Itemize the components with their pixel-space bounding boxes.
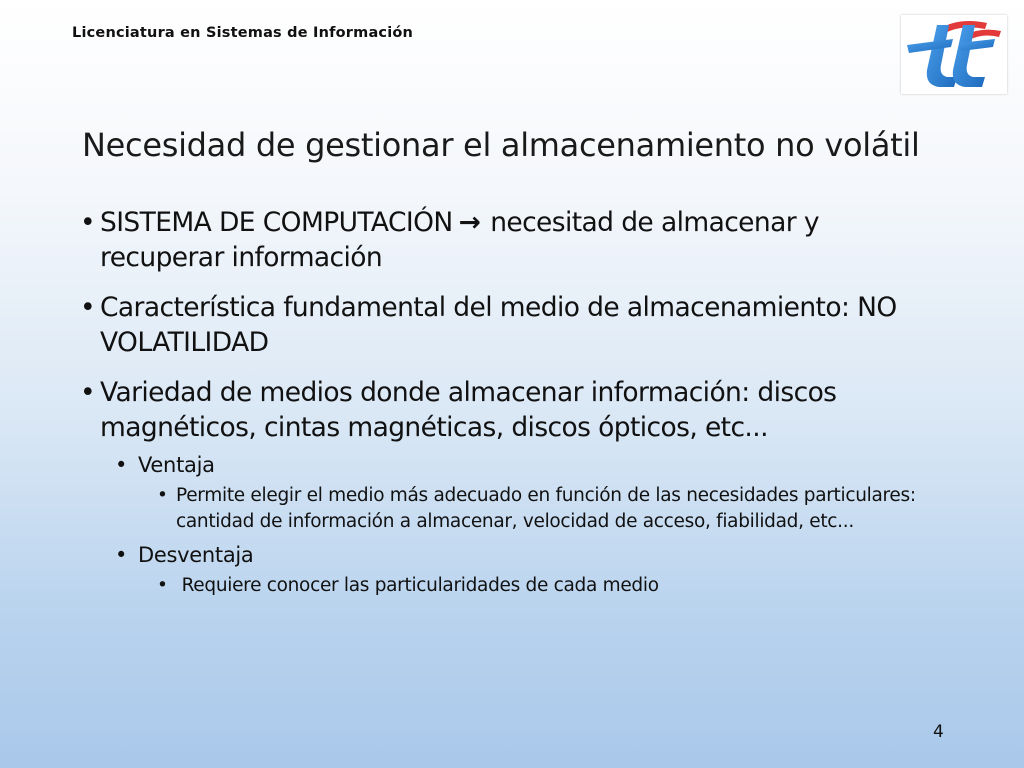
- university-logo: [901, 15, 1007, 94]
- bullet-dot-icon: •: [157, 485, 168, 506]
- sub-sub-bullet-desventaja-detail: [80, 573, 940, 599]
- page-number: 4: [933, 722, 944, 742]
- header-program-title: Licenciatura en Sistemas de Información: [72, 25, 414, 41]
- slide-title: Necesidad de gestionar el almacenamiento no volátil: [82, 126, 920, 164]
- bullet-list: [80, 205, 940, 605]
- sub-sub-bullet-ventaja-detail: [80, 483, 940, 535]
- bullet-dot-icon: •: [80, 377, 96, 408]
- sub-bullet-text: Ventaja: [138, 453, 215, 477]
- bullet-dot-icon: •: [157, 575, 168, 596]
- sub-bullet-text: Desventaja: [138, 543, 254, 567]
- bullet-text-part2: necesitad de almacenar y recuperar información: [100, 207, 819, 273]
- bullet-dot-icon: •: [80, 207, 96, 238]
- sub-bullet-desventaja: [80, 541, 940, 569]
- bullet-item-2: [80, 290, 940, 360]
- bullet-dot-icon: •: [115, 543, 128, 567]
- bullet-text: Variedad de medios donde almacenar información: discos magnéticos, cintas magnéticas, discos ópticos, etc...: [100, 377, 837, 443]
- sub-bullet-ventaja: [80, 451, 940, 479]
- bullet-text: Característica fundamental del medio de almacenamiento: NO VOLATILIDAD: [100, 292, 897, 358]
- bullet-dot-icon: •: [80, 292, 96, 323]
- sub-sub-bullet-text: Permite elegir el medio más adecuado en función de las necesidades particulares: cantidad de información a almacenar, velocidad de acceso, fiabilidad, etc...: [176, 485, 916, 532]
- bullet-dot-icon: •: [115, 453, 128, 477]
- bullet-item-1: [80, 205, 940, 275]
- arrow-right-icon: →: [458, 207, 481, 238]
- bullet-text-part1: SISTEMA DE COMPUTACIÓN: [100, 207, 453, 238]
- sub-sub-bullet-text: Requiere conocer las particularidades de cada medio: [176, 575, 659, 596]
- university-logo-icon: [901, 15, 1007, 94]
- bullet-item-3: [80, 375, 940, 445]
